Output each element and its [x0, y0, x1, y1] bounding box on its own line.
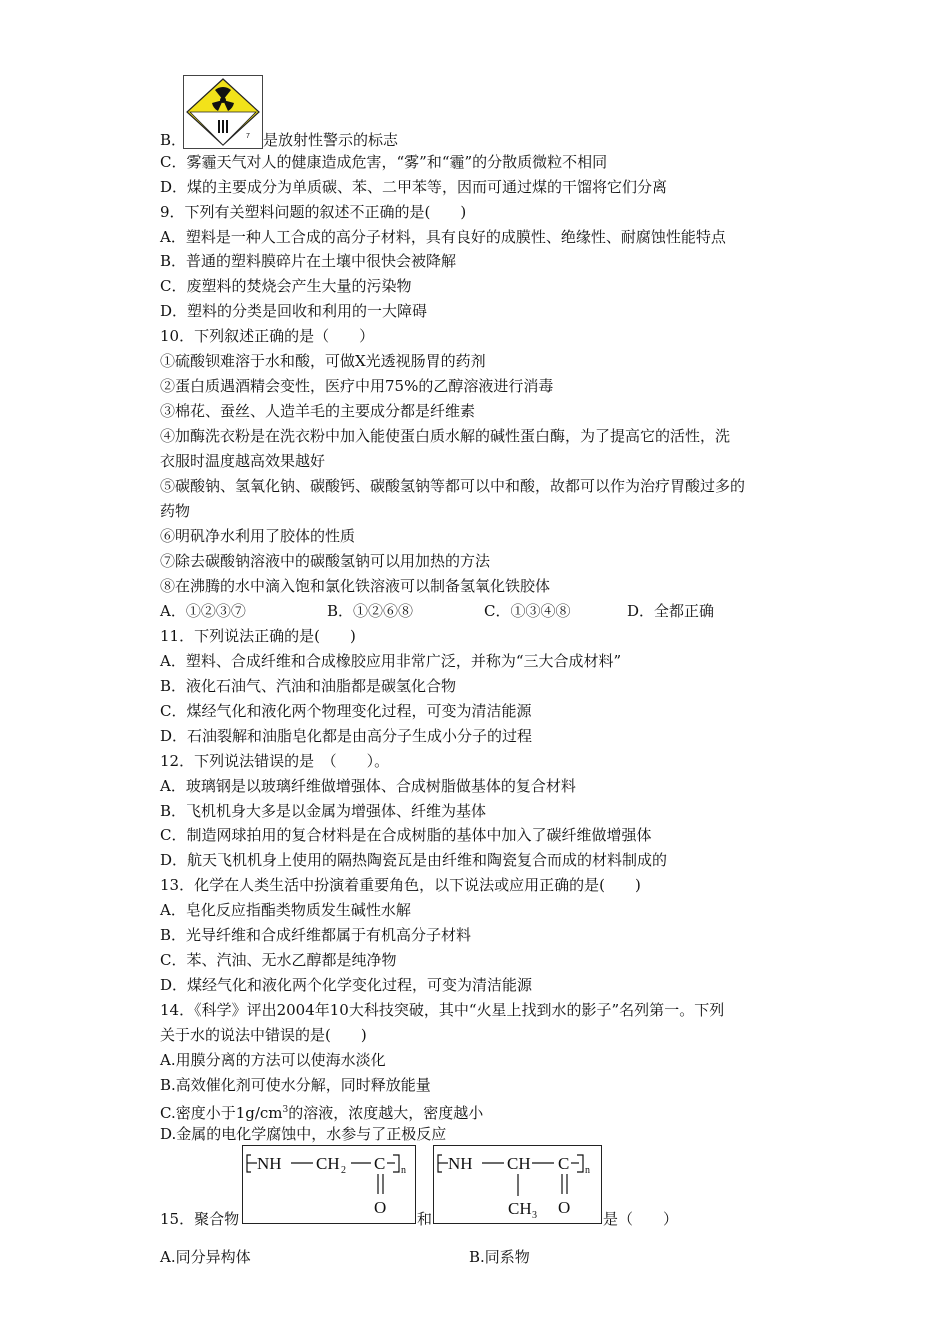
q10-item-4: ④加酶洗衣粉是在洗衣粉中加入能使蛋白质水解的碱性蛋白酶，为了提高它的活性，洗: [160, 427, 731, 445]
q8-option-d: D．煤的主要成分为单质碳、苯、二甲苯等，因而可通过煤的干馏将它们分离: [160, 178, 668, 196]
q12-stem: 12．下列说法错误的是 （ ）。: [160, 752, 390, 770]
svg-text:CH: CH: [508, 1199, 532, 1218]
q10-options: [160, 601, 714, 621]
q13-stem: 13．化学在人类生活中扮演着重要角色，以下说法或应用正确的是( ): [160, 876, 641, 894]
q14-stem: 14．《科学》评出2004年10大科技突破，其中“火星上找到水的影子”名列第一。下列: [160, 1001, 725, 1019]
q8-option-c: C．雾霾天气对人的健康造成危害，“雾”和“霾”的分散质微粒不相同: [160, 153, 608, 171]
q14-option-d: D.金属的电化学腐蚀中，水参与了正极反应: [160, 1125, 447, 1143]
q9-option-a: A．塑料是一种人工合成的高分子材料，具有良好的成膜性、绝缘性、耐腐蚀性能特点: [160, 228, 726, 246]
q10-option-b: B．①②⑥⑧: [327, 602, 414, 620]
q10-stem: 10．下列叙述正确的是（ ）: [160, 327, 375, 345]
option-label: B．: [160, 131, 187, 149]
q15-and: 和: [417, 1210, 433, 1228]
q13-option-b: B．光导纤维和合成纤维都属于有机高分子材料: [160, 926, 472, 944]
q13-option-c: C．苯、汽油、无水乙醇都是纯净物: [160, 951, 397, 969]
polymer-structure-1: [242, 1145, 416, 1224]
polymer-structure-2: [433, 1145, 602, 1224]
q10-item-6: ⑥明矾净水利用了胶体的性质: [160, 527, 356, 545]
svg-text:CH: CH: [316, 1154, 340, 1173]
q8-option-b: [160, 130, 398, 150]
q10-item-7: ⑦除去碳酸钠溶液中的碳酸氢钠可以用加热的方法: [160, 552, 491, 570]
q11-option-a: A．塑料、合成纤维和合成橡胶应用非常广泛，并称为“三大合成材料”: [160, 652, 622, 670]
svg-text:3: 3: [532, 1210, 537, 1221]
q10-item-1: ①硫酸钡难溶于水和酸，可做X光透视肠胃的药剂: [160, 352, 486, 370]
q13-option-a: A．皂化反应指酯类物质发生碱性水解: [160, 901, 411, 919]
svg-text:O: O: [374, 1198, 387, 1217]
q14-stem-cont: 关于水的说法中错误的是( ): [160, 1026, 367, 1044]
q10-item-2: ②蛋白质遇酒精会变性，医疗中用75%的乙醇溶液进行消毒: [160, 377, 554, 395]
q15-suffix: 是（ ）: [603, 1210, 679, 1228]
q9-option-d: D．塑料的分类是回收和利用的一大障碍: [160, 302, 428, 320]
q11-option-c: C．煤经气化和液化两个物理变化过程，可变为清洁能源: [160, 702, 532, 720]
q11-option-d: D．石油裂解和油脂皂化都是由高分子生成小分子的过程: [160, 727, 533, 745]
q9-option-b: B．普通的塑料膜碎片在土壤中很快会被降解: [160, 252, 457, 270]
q10-item-8: ⑧在沸腾的水中滴入饱和氯化铁溶液可以制备氢氧化铁胶体: [160, 577, 551, 595]
svg-text:O: O: [558, 1198, 571, 1217]
q10-item-4-cont: 衣服时温度越高效果越好: [160, 452, 326, 470]
q12-option-d: D．航天飞机机身上使用的隔热陶瓷瓦是由纤维和陶瓷复合而成的材料制成的: [160, 851, 668, 869]
q15-option-b: B.同系物: [469, 1248, 530, 1266]
svg-text:n: n: [585, 1165, 590, 1176]
q15-option-a: A.同分异构体: [160, 1248, 251, 1266]
q10-option-a: A．①②③⑦: [160, 602, 246, 620]
svg-text:7: 7: [246, 133, 250, 140]
q12-option-c: C．制造网球拍用的复合材料是在合成树脂的基体中加入了碳纤维做增强体: [160, 826, 652, 844]
svg-text:n: n: [401, 1165, 406, 1176]
q10-item-5-cont: 药物: [160, 502, 191, 520]
svg-text:C: C: [374, 1154, 386, 1173]
q11-stem: 11．下列说法正确的是( ): [160, 627, 356, 645]
q14-option-b: B.高效催化剂可使水分解，同时释放能量: [160, 1076, 431, 1094]
q12-option-a: A．玻璃钢是以玻璃纤维做增强体、合成树脂做基体的复合材料: [160, 777, 576, 795]
q9-stem: 9．下列有关塑料问题的叙述不正确的是( ): [160, 203, 467, 221]
svg-text:CH: CH: [507, 1154, 531, 1173]
svg-text:2: 2: [341, 1165, 346, 1176]
svg-text:NH: NH: [448, 1154, 473, 1173]
q14-option-c: C.密度小于$1g/cm^3$的溶液，浓度越大，密度越小: [160, 1104, 484, 1122]
q12-option-b: B．飞机机身大多是以金属为增强体、纤维为基体: [160, 802, 487, 820]
q9-option-c: C．废塑料的焚烧会产生大量的污染物: [160, 277, 412, 295]
q10-item-5: ⑤碳酸钠、氢氧化钠、碳酸钙、碳酸氢钠等都可以中和酸，故都可以作为治疗胃酸过多的: [160, 477, 746, 495]
option-text: 是放射性警示的标志: [263, 131, 399, 149]
q13-option-d: D．煤经气化和液化两个化学变化过程，可变为清洁能源: [160, 976, 533, 994]
q10-option-d: D．全都正确: [627, 602, 715, 620]
svg-text:NH: NH: [257, 1154, 282, 1173]
q10-item-3: ③棉花、蚕丝、人造羊毛的主要成分都是纤维素: [160, 402, 476, 420]
svg-text:C: C: [558, 1154, 570, 1173]
q14-option-a: A.用膜分离的方法可以使海水淡化: [160, 1051, 386, 1069]
q11-option-b: B．液化石油气、汽油和油脂都是碳氢化合物: [160, 677, 457, 695]
q15-prefix: 15．聚合物: [160, 1210, 240, 1228]
q10-option-c: C．①③④⑧: [484, 602, 571, 620]
